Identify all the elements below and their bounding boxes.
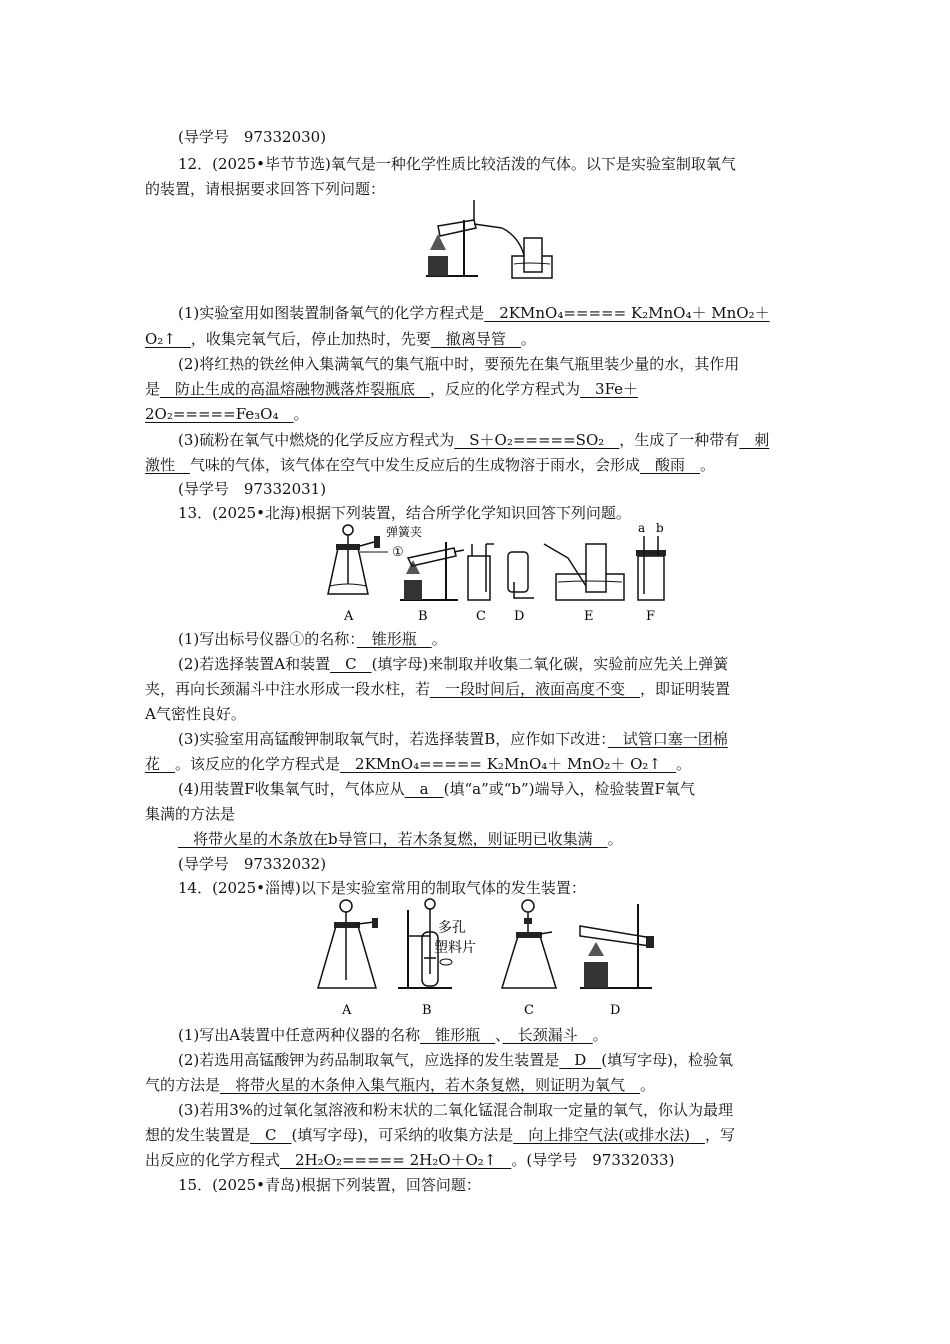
q14-label-A: A <box>342 1003 352 1018</box>
q14-part2-line1 <box>178 1049 733 1071</box>
ref-97332032: (导学号 97332032) <box>178 855 327 873</box>
ref-97332030: (导学号 97332030) <box>178 128 327 146</box>
q13-apparatus-figure <box>308 522 688 626</box>
q13-marker-1: ① <box>392 545 404 560</box>
q12-part3-text2: ，生成了一种带有 <box>619 431 740 449</box>
q12-part3-text3: 气味的气体，该气体在空气中发生反应后的生成物溶于雨水，会形成 <box>190 456 641 474</box>
q13-part1-answer: 锥形瓶 <box>356 630 432 648</box>
q13-part2-text2: (填字母)来制取并收集二氧化碳，实验前应先关上弹簧 <box>371 655 729 673</box>
q12-part3-line2 <box>145 454 715 476</box>
q13-label-B: B <box>418 609 428 624</box>
q12-part2-end: 。 <box>293 405 309 423</box>
q14-part1-answer-2: 长颈漏斗 <box>502 1026 593 1044</box>
q13-part3-answer-improvement-end: 花 <box>145 755 176 773</box>
q14-part1-sep: 、 <box>495 1026 503 1044</box>
q13-part2-answer-device: C <box>330 655 372 673</box>
q13-part3-line1 <box>178 728 728 750</box>
q12-part1-answer-equation-end: O₂↑ <box>145 330 191 348</box>
q12-part3-line1 <box>178 429 769 451</box>
q13-part4-text: (4)用装置F收集氧气时，气体应从 <box>178 780 405 798</box>
q12-part1-text: (1)实验室用如图装置制备氧气的化学方程式是 <box>178 304 485 322</box>
q13-part1-end: 。 <box>431 630 447 648</box>
q15-stem: 15．(2025•青岛)根据下列装置，回答问题： <box>178 1176 481 1194</box>
q12-part2-line2 <box>145 378 638 400</box>
q14-part3-answer-device: C <box>250 1126 292 1144</box>
q12-part2-text: 是 <box>145 380 161 398</box>
q14-part3-line1: (3)若用3%的过氧化氢溶液和粉末状的二氧化锰混合制取一定量的氧气，你认为最理 <box>178 1101 734 1119</box>
q12-part2-line1: (2)将红热的铁丝伸入集满氧气的集气瓶中时，要预先在集气瓶里装少量的水，其作用 <box>178 355 740 373</box>
q12-part1-line1 <box>178 302 770 324</box>
q14-part3-text3: (填写字母)，可采纳的收集方法是 <box>291 1126 514 1144</box>
q13-part4-answer-method: 将带火星的木条放在b导管口，若木条复燃，则证明已收集满 <box>178 830 608 848</box>
q14-part2-answer-method: 将带火星的木条伸入集气瓶内，若木条复燃，则证明为氧气 <box>220 1076 641 1094</box>
q13-part4-line3 <box>178 828 623 850</box>
q13-part1-text: (1)写出标号仪器①的名称： <box>178 630 357 648</box>
q14-plate-label-2: 塑料片 <box>434 940 476 956</box>
q14-part2-line2 <box>145 1074 655 1096</box>
q12-part3-text: (3)硫粉在氧气中燃烧的化学反应方程式为 <box>178 431 455 449</box>
q13-label-D: D <box>514 609 525 624</box>
q13-stem: 13．(2025•北海)根据下列装置，结合所学化学知识回答下列问题。 <box>178 504 631 522</box>
q13-part4-answer-inlet: a <box>404 780 444 798</box>
q12-part3-answer-equation: S＋O₂=====SO₂ <box>454 431 620 449</box>
q14-part3-answer-equation: 2H₂O₂===== 2H₂O＋O₂↑ <box>280 1151 512 1169</box>
q13-clip-label: 弹簧夹 <box>386 525 423 539</box>
q14-stem: 14．(2025•淄博)以下是实验室常用的制取气体的发生装置： <box>178 879 586 897</box>
q13-label-E: E <box>584 609 594 624</box>
q13-part2-text4: ，即证明装置 <box>640 680 731 698</box>
q12-part3-answer-smell-end: 激性 <box>145 456 191 474</box>
q12-part2-text2: ，反应的化学方程式为 <box>430 380 581 398</box>
q14-part3-text5: 出反应的化学方程式 <box>145 1151 281 1169</box>
q12-part2-line3 <box>145 403 309 425</box>
q13-part1 <box>178 628 447 650</box>
q14-part2-answer-device: D <box>559 1051 602 1069</box>
q13-part3-end: 。 <box>676 755 692 773</box>
q14-plate-label-1: 多孔 <box>438 920 466 936</box>
q12-part2-answer-equation: 3Fe＋ <box>580 380 639 398</box>
q12-part3-answer-smell: 刺 <box>739 431 770 449</box>
q12-apparatus-figure <box>416 198 556 282</box>
q14-part2-end: 。 <box>640 1076 656 1094</box>
q13-part4-line1 <box>178 778 695 800</box>
q14-label-C: C <box>524 1003 534 1018</box>
q13-part2-line2 <box>145 678 730 700</box>
q13-part3-answer-equation: 2KMnO₄===== K₂MnO₄＋ MnO₂＋ O₂↑ <box>340 755 677 773</box>
ref-97332031: (导学号 97332031) <box>178 480 327 498</box>
q13-part2-line1 <box>178 653 728 675</box>
q14-part3-ref: 。(导学号 97332033) <box>511 1151 675 1169</box>
q14-part2-text3: 气的方法是 <box>145 1076 221 1094</box>
q13-part3-text: (3)实验室用高锰酸钾制取氧气时，若选择装置B，应作如下改进： <box>178 730 608 748</box>
q14-label-B: B <box>422 1003 432 1018</box>
q14-part2-text2: (填写字母)，检验氧 <box>601 1051 734 1069</box>
q14-apparatus-figure <box>312 896 682 1020</box>
q14-part3-line2 <box>145 1124 735 1146</box>
q13-part2-answer-check: 一段时间后，液面高度不变 <box>430 680 641 698</box>
q13-label-C: C <box>476 609 486 624</box>
q13-label-F: F <box>646 609 656 624</box>
q13-label-a: a <box>638 522 646 535</box>
q12-part2-answer-purpose: 防止生成的高温熔融物溅落炸裂瓶底 <box>160 380 431 398</box>
q14-part3-text2: 想的发生装置是 <box>145 1126 251 1144</box>
q14-part3-text4: ，写 <box>704 1126 735 1144</box>
q12-part1-line2 <box>145 328 536 350</box>
q13-part3-line2 <box>145 753 691 775</box>
q12-part1-end: 。 <box>520 330 536 348</box>
q14-label-D: D <box>610 1003 621 1018</box>
q13-part2-text: (2)若选择装置A和装置 <box>178 655 331 673</box>
q14-part2-text: (2)若选用高锰酸钾为药品制取氧气，应选择的发生装置是 <box>178 1051 560 1069</box>
q12-part1-text2: ，收集完氧气后，停止加热时，先要 <box>190 330 431 348</box>
q14-part1-text: (1)写出A装置中任意两种仪器的名称 <box>178 1026 421 1044</box>
q13-label-A: A <box>344 609 354 624</box>
q14-part3-answer-collect: 向上排空气法(或排水法) <box>513 1126 705 1144</box>
q13-part4-line2: 集满的方法是 <box>145 805 236 823</box>
q14-part1-end: 。 <box>592 1026 608 1044</box>
q13-label-b: b <box>656 522 664 535</box>
q13-part3-text2: 。该反应的化学方程式是 <box>175 755 341 773</box>
q12-stem-line2: 的装置，请根据要求回答下列问题： <box>145 180 386 198</box>
q12-part2-answer-equation-end: 2O₂=====Fe₃O₄ <box>145 405 294 423</box>
q13-part4-text2: (填“a”或“b”)端导入，检验装置F氧气 <box>443 780 695 798</box>
q12-part3-end: 。 <box>700 456 716 474</box>
q13-part3-answer-improvement: 试管口塞一团棉 <box>607 730 728 748</box>
q14-part1-answer-1: 锥形瓶 <box>420 1026 496 1044</box>
q14-part3-line3 <box>145 1149 674 1171</box>
q12-part3-answer-acid-rain: 酸雨 <box>640 456 701 474</box>
q13-part2-line3: A气密性良好。 <box>145 705 246 723</box>
q12-stem-line1: 12．(2025•毕节节选)氧气是一种化学性质比较活泼的气体。以下是实验室制取氧气 <box>178 155 736 173</box>
q14-part1 <box>178 1024 608 1046</box>
q12-part1-answer-equation: 2KMnO₄===== K₂MnO₄＋ MnO₂＋ <box>484 304 770 322</box>
q13-part2-text3: 夹，再向长颈漏斗中注水形成一段水柱，若 <box>145 680 431 698</box>
q13-part4-end: 。 <box>607 830 623 848</box>
q12-part1-answer-step: 撤离导管 <box>430 330 521 348</box>
